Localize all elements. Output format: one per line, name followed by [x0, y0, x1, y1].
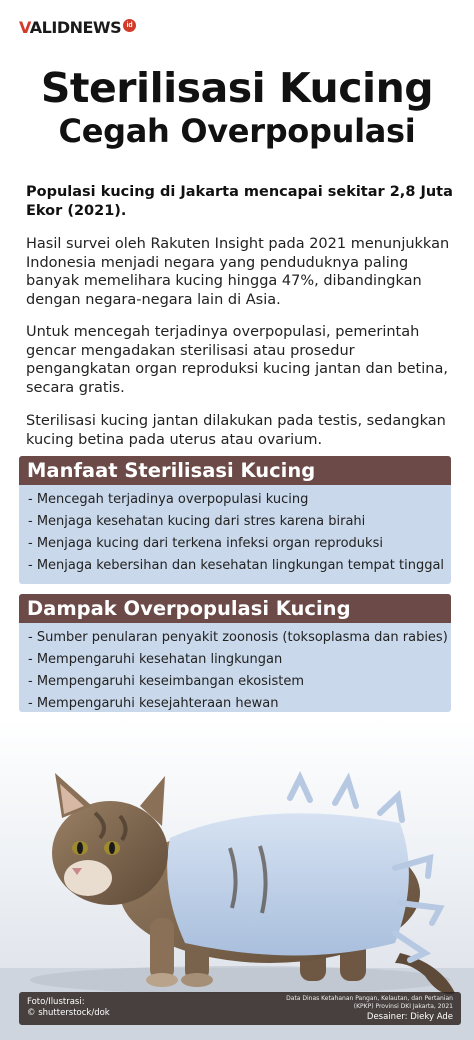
photo-credit-label: Foto/Ilustrasi: — [27, 997, 85, 1007]
list-item: - Menjaga kebersihan dan kesehatan lingkungan tempat tinggal — [28, 558, 445, 573]
prevention-paragraph: Untuk mencegah terjadinya overpopulasi, pemerintah gencar mengadakan sterilisasi atau prosedur pengangkatan organ reproduksi kucing jantan dan betina, secara gratis. — [26, 324, 448, 396]
benefits-section — [19, 456, 451, 584]
logo-main: ALIDNEWS — [29, 18, 122, 37]
title-line-1: Sterilisasi Kucing — [40, 64, 434, 112]
benefits-heading: Manfaat Sterilisasi Kucing — [19, 456, 451, 485]
benefits-list — [19, 485, 451, 577]
lead-paragraph: Populasi kucing di Jakarta mencapai sekitar 2,8 Juta Ekor (2021). — [26, 184, 453, 219]
photo-credit — [27, 997, 110, 1019]
list-item: - Mempengaruhi kesejahteraan hewan — [28, 696, 279, 711]
validnews-logo[interactable] — [19, 18, 136, 37]
data-source: Data Dinas Ketahanan Pangan, Kelautan, dan Pertanian (KPKP) Provinsi DKI Jakarta, 2021 — [286, 995, 453, 1010]
logo-initial: V — [19, 18, 30, 37]
credits-bar — [19, 992, 461, 1025]
procedure-paragraph: Sterilisasi kucing jantan dilakukan pada testis, sedangkan kucing betina pada uterus atau ovarium. — [26, 413, 446, 448]
title-line-2: Cegah Overpopulasi — [58, 112, 416, 150]
designer-credit: Desainer: Dieky Ade — [366, 1012, 453, 1022]
photo-credit-source: © shutterstock/dok — [27, 1008, 110, 1018]
list-item: - Mempengaruhi kesehatan lingkungan — [28, 652, 283, 667]
list-item: - Sumber penularan penyakit zoonosis (toksoplasma dan rabies) — [28, 630, 448, 645]
logo-wordmark — [19, 18, 121, 37]
list-item: - Mempengaruhi keseimbangan ekosistem — [28, 674, 305, 689]
survey-paragraph: Hasil survei oleh Rakuten Insight pada 2021 menunjukkan Indonesia menjadi negara yang penduduknya paling banyak memelihara kucing hingga 47%, dibandingkan dengan negara-negara lain di Asia. — [26, 236, 450, 308]
logo-badge: id — [123, 19, 136, 32]
list-item: - Menjaga kucing dari terkena infeksi organ reproduksi — [28, 536, 383, 551]
list-item: - Mencegah terjadinya overpopulasi kucing — [28, 492, 309, 507]
impact-section — [19, 594, 451, 712]
impact-heading: Dampak Overpopulasi Kucing — [19, 594, 451, 623]
impact-list — [19, 623, 451, 715]
list-item: - Menjaga kesehatan kucing dari stres karena birahi — [28, 514, 366, 529]
